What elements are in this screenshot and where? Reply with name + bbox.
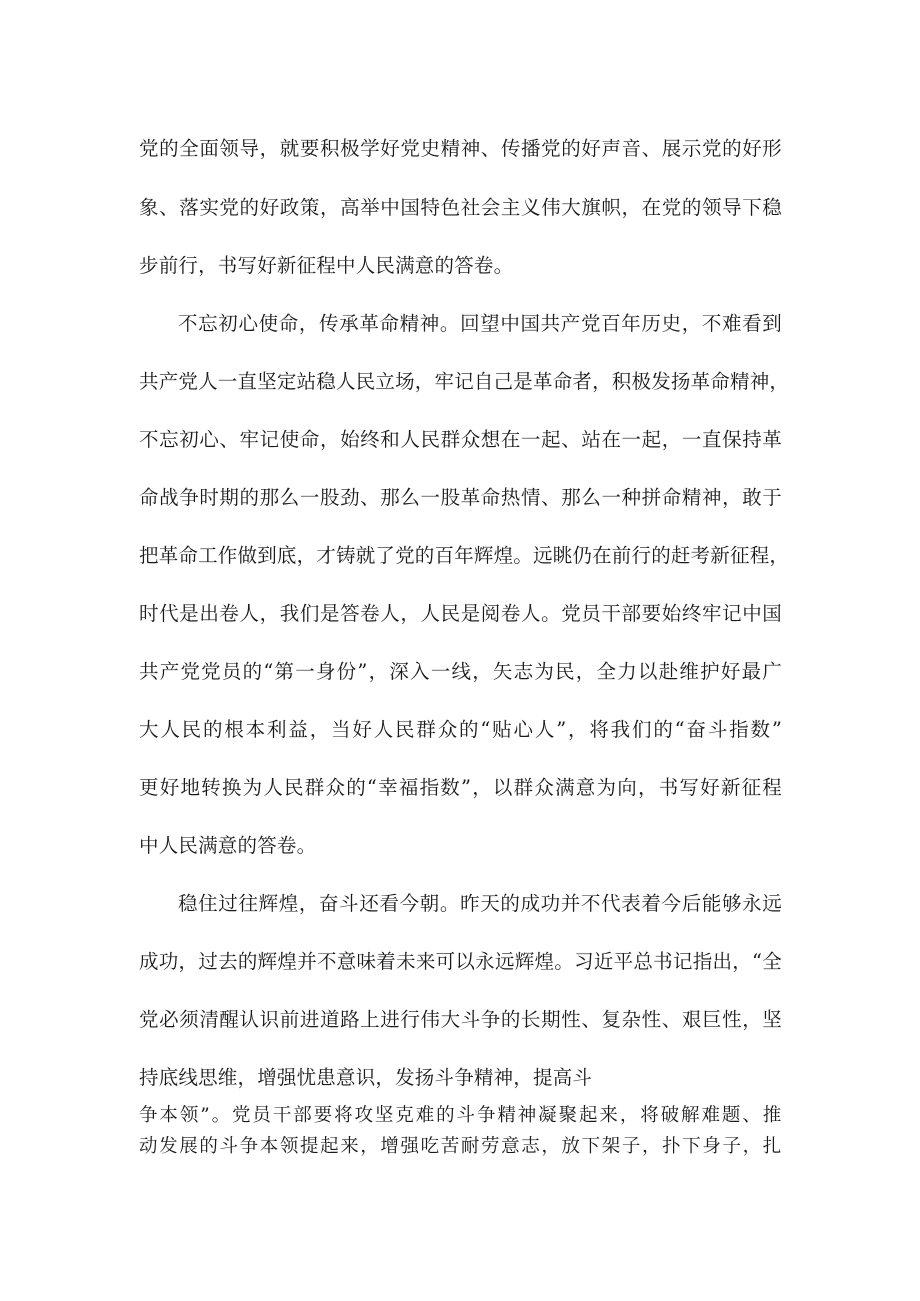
text-line: 步前行，书写好新征程中人民满意的答卷。 — [139, 254, 514, 277]
text-line: 象、落实党的好政策，高举中国特色社会主义伟大旗帜，在党的领导下稳 — [139, 196, 782, 219]
text-line: 不忘初心、牢记使命，始终和人民群众想在一起、站在一起，一直保持革 — [139, 428, 782, 451]
text-line: 更好地转换为人民群众的“幸福指数”，以群众满意为向，书写好新征程 — [139, 776, 782, 799]
text-line: 动发展的斗争本领提起来，增强吃苦耐劳意志，放下架子，扑下身子，扎 — [139, 1136, 782, 1157]
text-line: 党必须清醒认识前进道路上进行伟大斗争的长期性、复杂性、艰巨性，坚 — [139, 1008, 782, 1031]
text-line: 时代是出卷人，我们是答卷人，人民是阅卷人。党员干部要始终牢记中国 — [139, 602, 782, 625]
text-line: 持底线思维，增强忧患意识，发扬斗争精神，提高斗 — [139, 1066, 593, 1089]
text-line: 把革命工作做到底，才铸就了党的百年辉煌。远眺仍在前行的赶考新征程， — [139, 544, 790, 567]
text-line: 共产党人一直坚定站稳人民立场，牢记自己是革命者，积极发扬革命精神， — [139, 370, 790, 393]
text-line: 命战争时期的那么一股劲、那么一股革命热情、那么一种拼命精神，敢于 — [139, 486, 782, 509]
text-line: 党的全面领导，就要积极学好党史精神、传播党的好声音、展示党的好形 — [139, 137, 782, 160]
text-line: 共产党党员的“第一身份”，深入一线，矢志为民，全力以赴维护好最广 — [139, 660, 782, 683]
text-line: 成功，过去的辉煌并不意味着未来可以永远辉煌。习近平总书记指出，“全 — [139, 950, 782, 973]
paragraph-first-line: 稳住过往辉煌，奋斗还看今朝。昨天的成功并不代表着今后能够永远 — [178, 892, 782, 915]
paragraph-first-line: 不忘初心使命，传承革命精神。回望中国共产党百年历史，不难看到 — [178, 312, 782, 335]
text-line: 争本领”。党员干部要将攻坚克难的斗争精神凝聚起来，将破解难题、推 — [139, 1105, 782, 1126]
text-line: 中人民满意的答卷。 — [139, 834, 317, 857]
text-line: 大人民的根本利益，当好人民群众的“贴心人”，将我们的“奋斗指数” — [139, 718, 782, 741]
